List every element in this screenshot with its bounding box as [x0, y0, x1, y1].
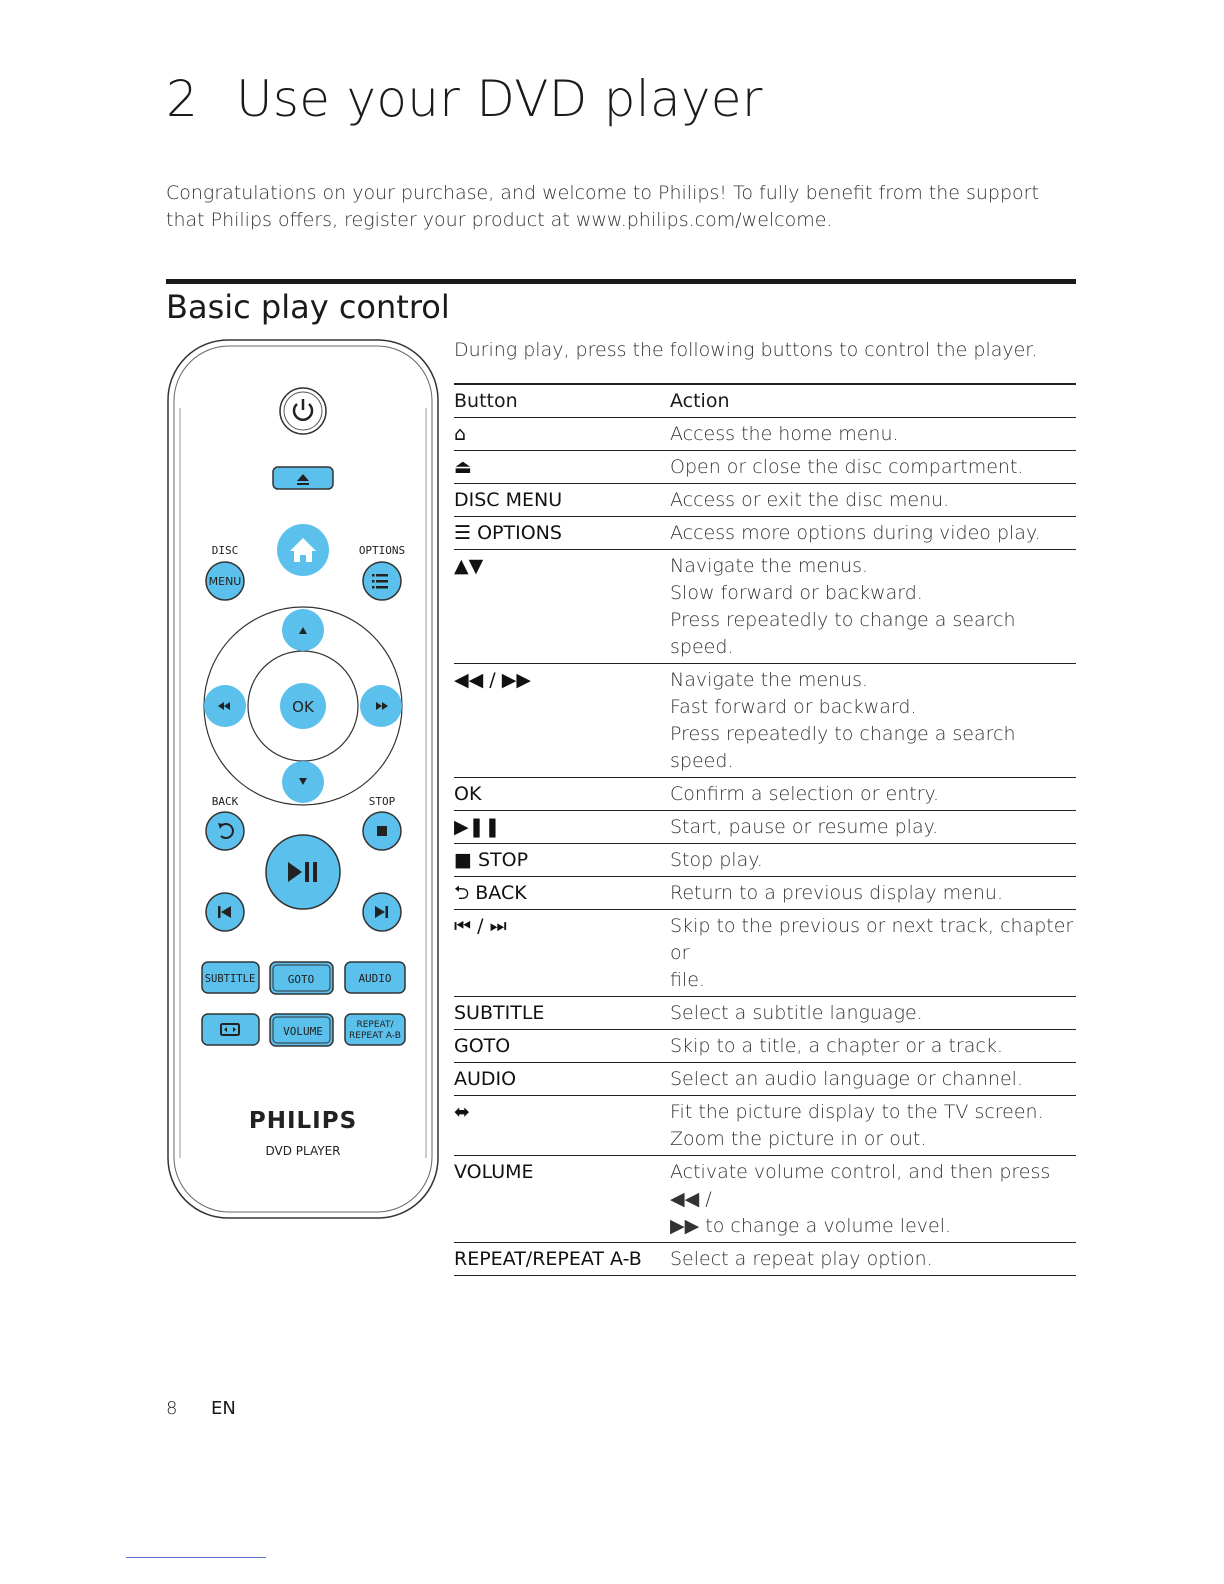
action-line: Confirm a selection or entry.: [670, 783, 940, 805]
table-row: [454, 997, 1076, 1030]
table-row: [454, 484, 1076, 517]
table-row: [454, 778, 1076, 811]
table-row: [454, 1243, 1076, 1276]
ok-button[interactable]: [280, 683, 326, 729]
button-cell: SUBTITLE: [454, 997, 670, 1030]
action-line: file.: [670, 969, 705, 991]
stop-button[interactable]: [363, 812, 401, 850]
button-cell: ▶❚❚: [454, 811, 670, 844]
back-label: BACK: [211, 795, 239, 808]
fast-forward-button[interactable]: [360, 685, 402, 727]
action-cell: [670, 1156, 1076, 1243]
action-cell: [670, 997, 1076, 1030]
table-row: [454, 1030, 1076, 1063]
disc-label: DISC: [211, 544, 239, 557]
action-cell: [670, 910, 1076, 997]
action-cell: [670, 1096, 1076, 1156]
table-row: [454, 550, 1076, 664]
chapter-title-text: Use your DVD player: [236, 70, 763, 128]
bottom-rule: [126, 1557, 266, 1558]
stop-icon: [377, 826, 387, 836]
options-label: OPTIONS: [358, 544, 406, 557]
button-cell: REPEAT/REPEAT A-B: [454, 1243, 670, 1276]
volume-label: VOLUME: [283, 1025, 323, 1038]
button-cell: OK: [454, 778, 670, 811]
repeat-button[interactable]: [345, 1014, 405, 1045]
action-cell: [670, 1063, 1076, 1096]
audio-label: AUDIO: [358, 972, 392, 985]
action-cell: [670, 1243, 1076, 1276]
options-button[interactable]: [363, 562, 401, 600]
table-header-row: [454, 384, 1076, 418]
action-cell: [670, 811, 1076, 844]
action-cell: [670, 664, 1076, 778]
action-line: Press repeatedly to change a search speed.: [670, 609, 1016, 658]
action-line: Activate volume control, and then press ◀◀ /: [670, 1161, 1051, 1210]
action-line: Navigate the menus.: [670, 555, 869, 577]
action-line: Skip to a title, a chapter or a track.: [670, 1035, 1003, 1057]
button-cell: AUDIO: [454, 1063, 670, 1096]
action-cell: [670, 517, 1076, 550]
section-title: Basic play control: [166, 288, 450, 326]
table-row: [454, 1096, 1076, 1156]
page-language: EN: [211, 1398, 236, 1419]
stop-label: STOP: [368, 795, 396, 808]
button-cell: DISC MENU: [454, 484, 670, 517]
action-cell: [670, 1030, 1076, 1063]
button-cell: GOTO: [454, 1030, 670, 1063]
remote-illustration: [166, 338, 440, 1220]
goto-label: GOTO: [287, 973, 315, 986]
button-cell: ▲▼: [454, 550, 670, 664]
brand-logo: PHILIPS: [248, 1108, 358, 1134]
disc-menu-button[interactable]: [206, 562, 244, 600]
table-row: [454, 418, 1076, 451]
button-cell: ■ STOP: [454, 844, 670, 877]
button-cell: ⏮ / ⏭: [454, 910, 670, 997]
rewind-button[interactable]: [204, 685, 246, 727]
play-pause-button[interactable]: [266, 835, 340, 909]
chapter-title: [166, 70, 763, 128]
menu-label: MENU: [208, 575, 242, 588]
action-line: Access the home menu.: [670, 423, 899, 445]
button-cell: ⌂: [454, 418, 670, 451]
goto-button[interactable]: [270, 962, 333, 994]
button-cell: ◀◀ / ▶▶: [454, 664, 670, 778]
action-line: Return to a previous display menu.: [670, 882, 1003, 904]
action-cell: [670, 418, 1076, 451]
lead-text: During play, press the following buttons to control the player.: [454, 339, 1038, 361]
button-cell: ☰ OPTIONS: [454, 517, 670, 550]
action-line: Zoom the picture in or out.: [670, 1128, 927, 1150]
previous-button[interactable]: [206, 893, 244, 931]
button-cell: ⮌ BACK: [454, 877, 670, 910]
subtitle-label: SUBTITLE: [204, 973, 256, 985]
action-cell: [670, 451, 1076, 484]
table-row: [454, 664, 1076, 778]
action-cell: [670, 778, 1076, 811]
page-number: 8: [166, 1398, 178, 1419]
action-line: Access more options during video play.: [670, 522, 1041, 544]
table-row: [454, 910, 1076, 997]
home-button[interactable]: [277, 524, 329, 576]
action-cell: [670, 877, 1076, 910]
table-row: [454, 811, 1076, 844]
action-line: Press repeatedly to change a search speed.: [670, 723, 1016, 772]
action-line: Select a subtitle language.: [670, 1002, 923, 1024]
action-line: Slow forward or backward.: [670, 582, 923, 604]
controls-table-body: [454, 418, 1076, 1276]
action-line: Fast forward or backward.: [670, 696, 917, 718]
table-row: [454, 1063, 1076, 1096]
action-line: Skip to the previous or next track, chapter or: [670, 915, 1074, 964]
down-button[interactable]: [282, 761, 324, 803]
header-action: Action: [670, 384, 1076, 418]
action-line: Start, pause or resume play.: [670, 816, 939, 838]
next-button[interactable]: [363, 893, 401, 931]
action-cell: [670, 484, 1076, 517]
repeat-label-line1: REPEAT/: [356, 1020, 394, 1030]
back-button[interactable]: [206, 812, 244, 850]
options-icon: [372, 574, 388, 589]
action-line: Fit the picture display to the TV screen.: [670, 1101, 1044, 1123]
action-line: Access or exit the disc menu.: [670, 489, 950, 511]
action-line: Navigate the menus.: [670, 669, 869, 691]
intro-paragraph: Congratulations on your purchase, and welcome to Philips! To fully benefit from the support that Philips offers, register your product at www.philips.com/welcome.: [166, 182, 1039, 231]
table-row: [454, 844, 1076, 877]
action-line: ▶▶ to change a volume level.: [670, 1215, 952, 1237]
subtitle-button[interactable]: [202, 962, 259, 993]
remote-svg: [166, 338, 440, 1220]
table-row: [454, 517, 1076, 550]
up-button[interactable]: [282, 609, 324, 651]
model-label: DVD PLAYER: [265, 1144, 341, 1158]
eject-button[interactable]: [273, 467, 333, 489]
table-row: [454, 451, 1076, 484]
button-cell: ⬌: [454, 1096, 670, 1156]
action-cell: [670, 844, 1076, 877]
repeat-label-line2: REPEAT A-B: [349, 1031, 401, 1041]
volume-button[interactable]: [270, 1014, 333, 1046]
power-button[interactable]: [280, 388, 326, 434]
action-cell: [670, 550, 1076, 664]
zoom-button[interactable]: [202, 1014, 259, 1045]
section-divider: [166, 279, 1076, 284]
action-line: Select a repeat play option.: [670, 1248, 933, 1270]
action-line: Open or close the disc compartment.: [670, 456, 1024, 478]
button-cell: ⏏: [454, 451, 670, 484]
header-button: Button: [454, 384, 670, 418]
audio-button[interactable]: [345, 962, 405, 993]
chapter-number: 2: [166, 70, 199, 128]
button-cell: VOLUME: [454, 1156, 670, 1243]
action-line: Stop play.: [670, 849, 763, 871]
controls-table: [454, 383, 1076, 1276]
table-row: [454, 877, 1076, 910]
table-row: [454, 1156, 1076, 1243]
ok-label: OK: [292, 698, 314, 716]
action-line: Select an audio language or channel.: [670, 1068, 1023, 1090]
